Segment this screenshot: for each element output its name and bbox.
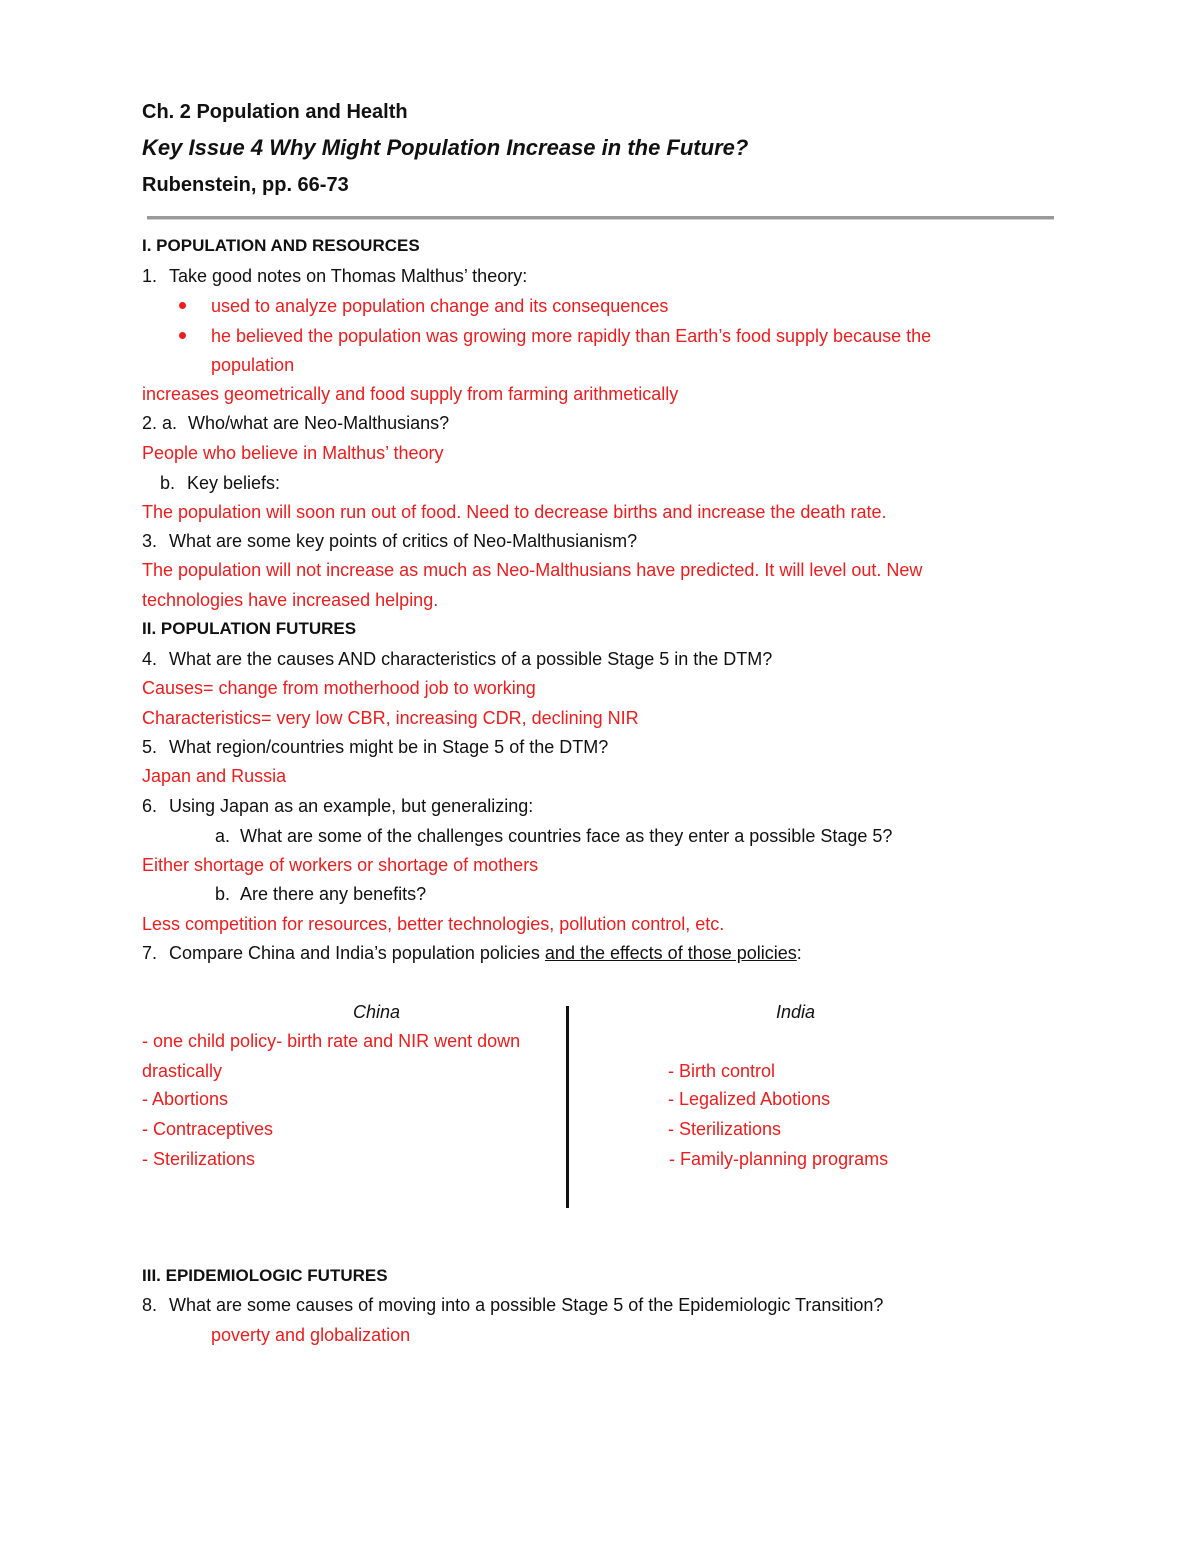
india-item: - Birth control xyxy=(668,1061,776,1081)
question-1-number: 1. xyxy=(142,266,158,286)
china-item: - Sterilizations xyxy=(142,1149,256,1169)
china-item: - Abortions xyxy=(142,1089,229,1109)
china-item: drastically xyxy=(142,1061,223,1081)
question-1: Take good notes on Thomas Malthus’ theory: xyxy=(169,266,528,286)
answer-2a: People who believe in Malthus’ theory xyxy=(142,443,444,463)
q1-bullet-2-cont: population xyxy=(211,355,295,375)
answer-4-causes: Causes= change from motherhood job to working xyxy=(142,678,536,698)
china-item: - one child policy- birth rate and NIR went down xyxy=(142,1031,521,1051)
question-8: What are some causes of moving into a possible Stage 5 of the Epidemiologic Transition? xyxy=(169,1295,884,1315)
china-header: China xyxy=(353,1002,401,1022)
india-item: - Sterilizations xyxy=(668,1119,782,1139)
question-3-number: 3. xyxy=(142,531,158,551)
q1-answer-cont: increases geometrically and food supply from farming arithmetically xyxy=(142,384,679,404)
question-6b: Are there any benefits? xyxy=(240,884,427,904)
question-2b-number: b. xyxy=(160,473,176,493)
q1-bullet-2: he believed the population was growing more rapidly than Earth’s food supply because the xyxy=(211,326,932,346)
answer-3-line-1: The population will not increase as much as Neo-Malthusians have predicted. It will level out. New xyxy=(142,560,923,580)
section-3-title: III. EPIDEMIOLOGIC FUTURES xyxy=(142,1266,388,1285)
q1-bullet-1: used to analyze population change and its consequences xyxy=(211,296,669,316)
question-8-number: 8. xyxy=(142,1295,158,1315)
section-1-title: I. POPULATION AND RESOURCES xyxy=(142,236,420,255)
india-header: India xyxy=(776,1002,816,1022)
question-3: What are some key points of critics of Neo-Malthusianism? xyxy=(169,531,638,551)
answer-4-characteristics: Characteristics= very low CBR, increasing CDR, declining NIR xyxy=(142,708,639,728)
answer-8: poverty and globalization xyxy=(211,1325,411,1345)
question-6-number: 6. xyxy=(142,796,158,816)
question-7-number: 7. xyxy=(142,943,158,963)
bullet-icon xyxy=(179,302,186,309)
answer-6a: Either shortage of workers or shortage of mothers xyxy=(142,855,539,875)
question-2a: Who/what are Neo-Malthusians? xyxy=(188,413,450,433)
question-7-colon: : xyxy=(796,943,802,963)
question-2b: Key beliefs: xyxy=(187,473,281,493)
india-item: - Legalized Abotions xyxy=(668,1089,831,1109)
question-6b-number: b. xyxy=(215,884,231,904)
column-divider xyxy=(566,1006,569,1208)
question-5: What region/countries might be in Stage 5 of the DTM? xyxy=(169,737,609,757)
question-4: What are the causes AND characteristics of a possible Stage 5 in the DTM? xyxy=(169,649,773,669)
source-reference: Rubenstein, pp. 66-73 xyxy=(142,174,349,196)
answer-6b: Less competition for resources, better technologies, pollution control, etc. xyxy=(142,914,725,934)
chapter-title: Ch. 2 Population and Health xyxy=(142,101,408,123)
answer-3-line-2: technologies have increased helping. xyxy=(142,590,439,610)
question-7-underlined: and the effects of those policies xyxy=(544,943,797,963)
answer-5: Japan and Russia xyxy=(142,766,287,786)
question-6a-number: a. xyxy=(215,826,231,846)
question-6a: What are some of the challenges countries face as they enter a possible Stage 5? xyxy=(240,826,893,846)
question-2a-number: 2. a. xyxy=(142,413,178,433)
question-7 xyxy=(169,942,802,964)
bullet-icon xyxy=(179,332,186,339)
horizontal-rule xyxy=(147,216,1054,220)
section-2-title: II. POPULATION FUTURES xyxy=(142,619,357,638)
key-issue-title: Key Issue 4 Why Might Population Increase in the Future? xyxy=(142,135,749,160)
question-4-number: 4. xyxy=(142,649,158,669)
india-item: - Family-planning programs xyxy=(669,1149,889,1169)
answer-2b: The population will soon run out of food. Need to decrease births and increase the death rate. xyxy=(142,502,887,522)
question-5-number: 5. xyxy=(142,737,158,757)
china-item: - Contraceptives xyxy=(142,1119,274,1139)
question-6: Using Japan as an example, but generalizing: xyxy=(169,796,534,816)
question-7-text: Compare China and India’s population policies xyxy=(169,943,545,963)
